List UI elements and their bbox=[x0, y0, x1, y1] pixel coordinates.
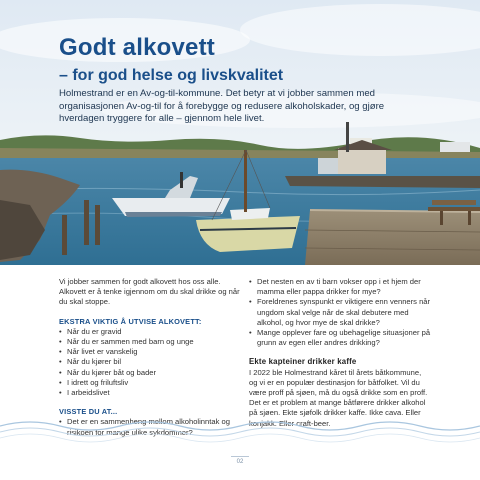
list-item: • Når du kjører båt og bader bbox=[59, 368, 249, 378]
list-item: • Det er en sammenheng mellom alkoholinntak og risikoen for mange ulike sykdommer? bbox=[59, 417, 249, 437]
list-item: • Når livet er vanskelig bbox=[59, 347, 249, 357]
list-item: • Det nesten en av ti barn vokser opp i et hjem der mamma eller pappa drikker for mye? bbox=[249, 277, 431, 297]
captains-body-text: I 2022 ble Holmestrand kåret til årets båtkommune, og vi er en populær destinasjon for båtfolket. Vil du være proff på sjøen, må du også drikke som en proff. Det er et problem at mange båtførere drikker alkohol på sjøen. Ekte sjøfolk drikker kaffe. Ikke cava. Eller konjakk. Eller craft-beer. bbox=[249, 367, 428, 428]
list-item: • I arbeidslivet bbox=[59, 388, 249, 398]
list-item: • Når du kjører bil bbox=[59, 357, 249, 367]
section-heading-captains: Ekte kapteiner drikker kaffe bbox=[249, 357, 357, 367]
page-number: 02 bbox=[236, 459, 244, 465]
list-item: • Foreldrenes synspunkt er viktigere enn venners når ungdom skal velge når de skal debutere med alkohol, og hvor mye de skal drikke? bbox=[249, 297, 431, 328]
list-item: • Mange opplever fare og ubehagelige situasjoner på grunn av egen eller andres drikking? bbox=[249, 328, 431, 348]
important-situations-list bbox=[59, 327, 249, 398]
list-item: • Når du er sammen med barn og unge bbox=[59, 337, 249, 347]
list-item: • I idrett og friluftsliv bbox=[59, 378, 249, 388]
list-item: • Når du er gravid bbox=[59, 327, 249, 337]
left-intro-text: Vi jobber sammen for godt alkovett hos oss alle. Alkovett er å tenke igjennom om du skal drikke og når du skal stoppe. bbox=[59, 277, 240, 307]
page-title: Godt alkovett bbox=[59, 34, 215, 61]
page-subtitle: – for god helse og livskvalitet bbox=[59, 67, 284, 84]
did-you-know-list-continued bbox=[249, 277, 431, 348]
wave-decoration bbox=[0, 412, 480, 452]
section-heading-did-you-know: VISSTE DU AT... bbox=[59, 407, 118, 417]
page-number-divider bbox=[231, 456, 249, 457]
section-heading-extra-important: EKSTRA VIKTIG Å UTVISE ALKOVETT: bbox=[59, 316, 202, 326]
intro-paragraph: Holmestrand er en Av-og-til-kommune. Det betyr at vi jobber sammen med organisasjonen Av-og-til for å forebygge og redusere alkoholskader, og gjøre hverdagen tryggere for alle – gjennom hele livet. bbox=[59, 88, 385, 124]
